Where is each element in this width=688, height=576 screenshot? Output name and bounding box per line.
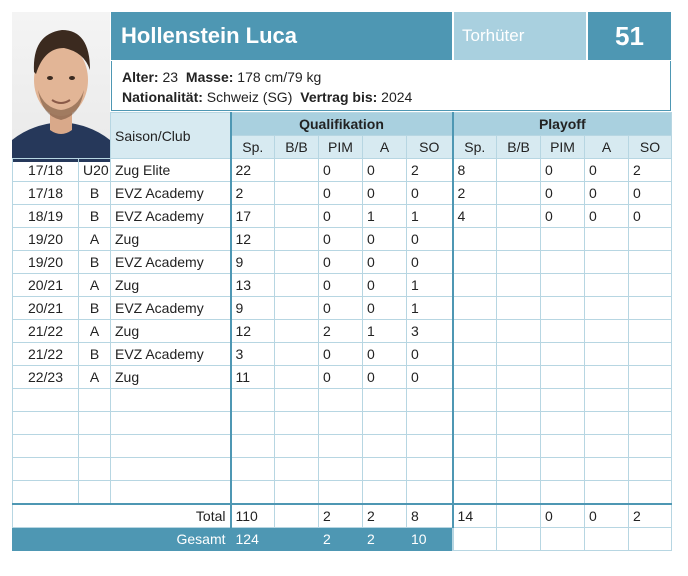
season-cell: [13, 481, 79, 505]
q-pim-cell: [319, 481, 363, 505]
season-cell: 21/22: [13, 320, 79, 343]
p-bb-cell: [497, 320, 541, 343]
club-cell: [111, 435, 231, 458]
q-pim-cell: 0: [319, 366, 363, 389]
p-bb-cell: [497, 435, 541, 458]
q-sp-cell: 12: [231, 320, 275, 343]
total-label: Total: [13, 504, 231, 528]
q-bb-cell: [275, 412, 319, 435]
p-sp-cell: [453, 412, 497, 435]
p-sp-cell: [453, 366, 497, 389]
q-pim-cell: 0: [319, 297, 363, 320]
col-q-so: SO: [407, 136, 453, 159]
q-sp-cell: 17: [231, 205, 275, 228]
league-cell: A: [79, 320, 111, 343]
q-bb-cell: [275, 251, 319, 274]
p-a-cell: 0: [585, 159, 629, 182]
table-row: [13, 343, 672, 366]
club-cell: [111, 412, 231, 435]
p-so-cell: [629, 297, 672, 320]
col-q-bb: B/B: [275, 136, 319, 159]
q-so-cell: 1: [407, 297, 453, 320]
total-p-bb: [497, 504, 541, 528]
table-row: [13, 251, 672, 274]
size-label: Masse:: [185, 69, 234, 85]
p-so-cell: [629, 343, 672, 366]
p-a-cell: [585, 435, 629, 458]
stats-table: [12, 112, 672, 551]
gesamt-q-sp: 124: [231, 528, 275, 551]
q-so-cell: 0: [407, 366, 453, 389]
table-row: [13, 228, 672, 251]
gesamt-row: [13, 528, 672, 551]
gesamt-q-bb: [275, 528, 319, 551]
p-a-cell: [585, 389, 629, 412]
p-so-cell: 2: [629, 159, 672, 182]
nation-value: Schweiz (SG): [206, 89, 293, 105]
total-q-sp: 110: [231, 504, 275, 528]
q-a-cell: 0: [363, 251, 407, 274]
p-sp-cell: [453, 228, 497, 251]
q-pim-cell: 0: [319, 228, 363, 251]
q-sp-cell: [231, 481, 275, 505]
p-pim-cell: 0: [541, 159, 585, 182]
table-row: [13, 297, 672, 320]
p-pim-cell: 0: [541, 205, 585, 228]
q-sp-cell: 9: [231, 251, 275, 274]
q-pim-cell: [319, 389, 363, 412]
q-a-cell: [363, 412, 407, 435]
club-cell: EVZ Academy: [111, 251, 231, 274]
player-number: 51: [588, 12, 671, 60]
size-value: 178 cm/79 kg: [237, 69, 322, 85]
p-sp-cell: [453, 458, 497, 481]
q-bb-cell: [275, 320, 319, 343]
season-cell: [13, 389, 79, 412]
league-cell: [79, 458, 111, 481]
q-so-cell: 1: [407, 274, 453, 297]
q-bb-cell: [275, 182, 319, 205]
p-pim-cell: [541, 366, 585, 389]
q-sp-cell: 11: [231, 366, 275, 389]
p-a-cell: [585, 343, 629, 366]
gesamt-p-empty-4: [585, 528, 629, 551]
p-sp-cell: [453, 389, 497, 412]
season-cell: 20/21: [13, 297, 79, 320]
season-cell: 20/21: [13, 274, 79, 297]
table-row: [13, 389, 672, 412]
p-sp-cell: [453, 251, 497, 274]
q-a-cell: 0: [363, 274, 407, 297]
p-so-cell: [629, 481, 672, 505]
league-cell: [79, 412, 111, 435]
season-cell: [13, 458, 79, 481]
table-row: [13, 366, 672, 389]
gesamt-p-empty-1: [453, 528, 497, 551]
p-pim-cell: [541, 389, 585, 412]
info-line-1: [122, 67, 670, 87]
total-p-so: 2: [629, 504, 672, 528]
q-so-cell: [407, 481, 453, 505]
club-cell: Zug: [111, 274, 231, 297]
season-cell: 19/20: [13, 251, 79, 274]
q-sp-cell: 9: [231, 297, 275, 320]
p-pim-cell: [541, 274, 585, 297]
q-bb-cell: [275, 366, 319, 389]
p-pim-cell: 0: [541, 182, 585, 205]
p-pim-cell: [541, 412, 585, 435]
q-sp-cell: 13: [231, 274, 275, 297]
p-bb-cell: [497, 366, 541, 389]
league-cell: U20: [79, 159, 111, 182]
p-bb-cell: [497, 412, 541, 435]
p-sp-cell: 4: [453, 205, 497, 228]
q-bb-cell: [275, 159, 319, 182]
p-a-cell: [585, 274, 629, 297]
total-q-so: 8: [407, 504, 453, 528]
contract-value: 2024: [381, 89, 413, 105]
p-a-cell: [585, 297, 629, 320]
gesamt-label: Gesamt: [13, 528, 231, 551]
p-so-cell: [629, 458, 672, 481]
p-so-cell: [629, 366, 672, 389]
table-row: [13, 435, 672, 458]
nation-label: Nationalität:: [122, 89, 203, 105]
p-a-cell: [585, 366, 629, 389]
season-cell: 21/22: [13, 343, 79, 366]
p-a-cell: [585, 481, 629, 505]
q-so-cell: 0: [407, 228, 453, 251]
total-q-a: 2: [363, 504, 407, 528]
p-a-cell: 0: [585, 205, 629, 228]
q-bb-cell: [275, 435, 319, 458]
player-card: [12, 12, 671, 558]
col-q-pim: PIM: [319, 136, 363, 159]
league-cell: [79, 389, 111, 412]
club-cell: Zug Elite: [111, 159, 231, 182]
q-pim-cell: 0: [319, 251, 363, 274]
p-so-cell: [629, 320, 672, 343]
col-q-sp: Sp.: [231, 136, 275, 159]
season-cell: [13, 435, 79, 458]
p-bb-cell: [497, 251, 541, 274]
p-so-cell: 0: [629, 182, 672, 205]
q-so-cell: [407, 389, 453, 412]
p-pim-cell: [541, 297, 585, 320]
p-a-cell: [585, 458, 629, 481]
q-a-cell: 0: [363, 228, 407, 251]
league-cell: B: [79, 205, 111, 228]
table-row: [13, 159, 672, 182]
p-sp-cell: [453, 297, 497, 320]
gesamt-p-empty-2: [497, 528, 541, 551]
qualifikation-header: Qualifikation: [231, 113, 453, 136]
gesamt-q-a: 2: [363, 528, 407, 551]
p-a-cell: [585, 320, 629, 343]
season-cell: 17/18: [13, 159, 79, 182]
club-cell: Zug: [111, 366, 231, 389]
season-cell: 18/19: [13, 205, 79, 228]
q-a-cell: [363, 389, 407, 412]
col-q-a: A: [363, 136, 407, 159]
league-cell: A: [79, 366, 111, 389]
club-cell: [111, 389, 231, 412]
info-line-2: [122, 87, 670, 107]
club-header: Saison/Club: [111, 113, 231, 159]
p-bb-cell: [497, 274, 541, 297]
q-pim-cell: [319, 458, 363, 481]
q-sp-cell: [231, 435, 275, 458]
p-sp-cell: [453, 320, 497, 343]
club-cell: Zug: [111, 228, 231, 251]
season-cell: 22/23: [13, 366, 79, 389]
q-sp-cell: 22: [231, 159, 275, 182]
p-so-cell: [629, 389, 672, 412]
q-a-cell: [363, 458, 407, 481]
gesamt-p-empty-3: [541, 528, 585, 551]
q-bb-cell: [275, 343, 319, 366]
q-so-cell: 2: [407, 159, 453, 182]
league-cell: [79, 481, 111, 505]
q-a-cell: 1: [363, 205, 407, 228]
q-so-cell: [407, 412, 453, 435]
p-sp-cell: [453, 343, 497, 366]
playoff-header: Playoff: [453, 113, 672, 136]
q-pim-cell: 2: [319, 320, 363, 343]
table-row: [13, 182, 672, 205]
club-cell: EVZ Academy: [111, 182, 231, 205]
p-bb-cell: [497, 297, 541, 320]
q-sp-cell: [231, 389, 275, 412]
p-so-cell: [629, 412, 672, 435]
p-sp-cell: 8: [453, 159, 497, 182]
p-pim-cell: [541, 458, 585, 481]
col-p-a: A: [585, 136, 629, 159]
league-cell: B: [79, 343, 111, 366]
p-pim-cell: [541, 435, 585, 458]
club-cell: EVZ Academy: [111, 343, 231, 366]
table-row: [13, 320, 672, 343]
age-value: 23: [162, 69, 179, 85]
season-cell: 17/18: [13, 182, 79, 205]
p-so-cell: [629, 274, 672, 297]
p-a-cell: [585, 412, 629, 435]
q-sp-cell: 12: [231, 228, 275, 251]
age-label: Alter:: [122, 69, 159, 85]
q-sp-cell: [231, 412, 275, 435]
col-p-so: SO: [629, 136, 672, 159]
q-sp-cell: [231, 458, 275, 481]
club-cell: EVZ Academy: [111, 205, 231, 228]
total-p-sp: 14: [453, 504, 497, 528]
col-p-pim: PIM: [541, 136, 585, 159]
total-p-pim: 0: [541, 504, 585, 528]
q-pim-cell: 0: [319, 205, 363, 228]
p-bb-cell: [497, 481, 541, 505]
p-sp-cell: [453, 435, 497, 458]
p-a-cell: [585, 228, 629, 251]
q-bb-cell: [275, 274, 319, 297]
gesamt-p-empty-5: [629, 528, 672, 551]
table-row: [13, 274, 672, 297]
q-so-cell: [407, 435, 453, 458]
q-so-cell: 0: [407, 343, 453, 366]
p-pim-cell: [541, 320, 585, 343]
table-row: [13, 458, 672, 481]
col-p-sp: Sp.: [453, 136, 497, 159]
p-pim-cell: [541, 251, 585, 274]
q-a-cell: 0: [363, 297, 407, 320]
q-a-cell: [363, 435, 407, 458]
p-a-cell: [585, 251, 629, 274]
season-cell: 19/20: [13, 228, 79, 251]
p-sp-cell: [453, 274, 497, 297]
p-bb-cell: [497, 343, 541, 366]
q-so-cell: 3: [407, 320, 453, 343]
p-so-cell: 0: [629, 205, 672, 228]
q-so-cell: [407, 458, 453, 481]
p-sp-cell: 2: [453, 182, 497, 205]
table-row: [13, 481, 672, 505]
q-bb-cell: [275, 481, 319, 505]
player-name: Hollenstein Luca: [111, 12, 452, 60]
p-sp-cell: [453, 481, 497, 505]
p-so-cell: [629, 251, 672, 274]
league-cell: B: [79, 297, 111, 320]
total-q-bb: [275, 504, 319, 528]
q-bb-cell: [275, 389, 319, 412]
q-bb-cell: [275, 228, 319, 251]
p-pim-cell: [541, 228, 585, 251]
q-a-cell: 1: [363, 320, 407, 343]
table-row: [13, 412, 672, 435]
p-bb-cell: [497, 205, 541, 228]
p-bb-cell: [497, 182, 541, 205]
q-a-cell: [363, 481, 407, 505]
p-bb-cell: [497, 389, 541, 412]
q-bb-cell: [275, 297, 319, 320]
p-pim-cell: [541, 481, 585, 505]
p-pim-cell: [541, 343, 585, 366]
contract-label: Vertrag bis:: [300, 89, 378, 105]
p-bb-cell: [497, 458, 541, 481]
q-so-cell: 1: [407, 205, 453, 228]
p-bb-cell: [497, 228, 541, 251]
player-info: [111, 61, 671, 111]
league-cell: B: [79, 251, 111, 274]
league-cell: A: [79, 274, 111, 297]
q-bb-cell: [275, 205, 319, 228]
q-a-cell: 0: [363, 182, 407, 205]
club-cell: [111, 481, 231, 505]
total-row: [13, 504, 672, 528]
p-bb-cell: [497, 159, 541, 182]
q-a-cell: 0: [363, 343, 407, 366]
q-pim-cell: [319, 435, 363, 458]
gesamt-q-so: 10: [407, 528, 453, 551]
league-cell: A: [79, 228, 111, 251]
total-p-a: 0: [585, 504, 629, 528]
league-cell: B: [79, 182, 111, 205]
total-q-pim: 2: [319, 504, 363, 528]
q-a-cell: 0: [363, 159, 407, 182]
p-so-cell: [629, 435, 672, 458]
q-so-cell: 0: [407, 251, 453, 274]
club-cell: EVZ Academy: [111, 297, 231, 320]
player-position: Torhüter: [454, 12, 586, 60]
q-pim-cell: 0: [319, 343, 363, 366]
q-pim-cell: 0: [319, 274, 363, 297]
q-pim-cell: 0: [319, 182, 363, 205]
q-so-cell: 0: [407, 182, 453, 205]
q-sp-cell: 2: [231, 182, 275, 205]
gesamt-q-pim: 2: [319, 528, 363, 551]
q-bb-cell: [275, 458, 319, 481]
q-a-cell: 0: [363, 366, 407, 389]
col-p-bb: B/B: [497, 136, 541, 159]
table-row: [13, 205, 672, 228]
league-cell: [79, 435, 111, 458]
p-a-cell: 0: [585, 182, 629, 205]
p-so-cell: [629, 228, 672, 251]
club-cell: [111, 458, 231, 481]
photo-spacer: [13, 113, 111, 159]
q-sp-cell: 3: [231, 343, 275, 366]
club-cell: Zug: [111, 320, 231, 343]
q-pim-cell: 0: [319, 159, 363, 182]
season-cell: [13, 412, 79, 435]
q-pim-cell: [319, 412, 363, 435]
